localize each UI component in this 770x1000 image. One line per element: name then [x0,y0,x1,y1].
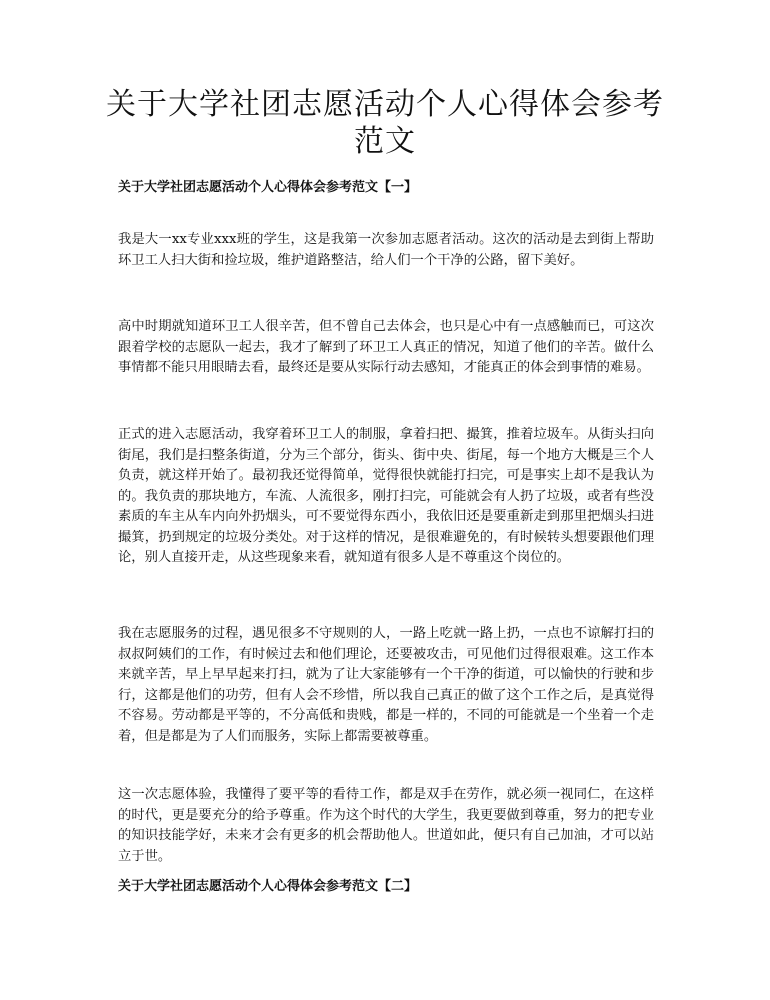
paragraph-5: 这一次志愿体验，我懂得了要平等的看待工作，都是双手在劳作，就必须一视同仁，在这样的时代，更是要充分的给予尊重。作为这个时代的大学生，我更要做到尊重，努力的把专业的知识技能学好，未来才会有更多的机会帮助他人。世道如此，便只有自己加油，才可以站立于世。 [118,787,654,864]
section-heading-one: 关于大学社团志愿活动个人心得体会参考范文【一】 [118,180,418,195]
paragraph-1: 我是大一xx专业xxx班的学生，这是我第一次参加志愿者活动。这次的活动是去到街上帮助环卫工人扫大街和捡垃圾，维护道路整洁，给人们一个干净的公路，留下美好。 [118,232,654,268]
section-heading-two: 关于大学社团志愿活动个人心得体会参考范文【二】 [118,879,418,894]
paragraph-2: 高中时期就知道环卫工人很辛苦，但不曾自己去体会，也只是心中有一点感触而已，可这次跟着学校的志愿队一起去，我才了解到了环卫工人真正的情况，知道了他们的辛苦。做什么事情都不能只用眼睛去看，最终还是要从实际行动去感知，才能真正的体会到事情的难易。 [118,319,654,375]
paragraph-3: 正式的进入志愿活动，我穿着环卫工人的制服，拿着扫把、撮箕，推着垃圾车。从街头扫向街尾，我们是扫整条街道，分为三个部分，街头、街中央、街尾，每一个地方大概是三个人负责，就这样开始了。最初我还觉得简单，觉得很快就能打扫完，可是事实上却不是我认为的。我负责的那块地方，车流、人流很多，刚打扫完，可能就会有人扔了垃圾，或者有些没素质的车主从车内向外扔烟头，可不要觉得东西小，我依旧还是要重新走到那里把烟头扫进撮箕，扔到规定的垃圾分类处。对于这样的情况，是很难避免的，有时候转头想要跟他们理论，别人直接开走，从这些现象来看，就知道有很多人是不尊重这个岗位的。 [118,427,654,565]
paragraph-4: 我在志愿服务的过程，遇见很多不守规则的人，一路上吃就一路上扔，一点也不谅解打扫的叔叔阿姨们的工作，有时候过去和他们理论，还要被攻击，可见他们过得很艰难。这工作本来就辛苦，早上早早起来打扫，就为了让大家能够有一个干净的街道，可以愉快的行驶和步行，这都是他们的功劳，但有人会不珍惜，所以我自己真正的做了这个工作之后，是真觉得不容易。劳动都是平等的，不分高低和贵贱，都是一样的，不同的可能就是一个坐着一个走着，但是都是为了人们而服务，实际上都需要被尊重。 [118,626,654,744]
document-title: 关于大学社团志愿活动个人心得体会参考范文 [106,87,664,159]
